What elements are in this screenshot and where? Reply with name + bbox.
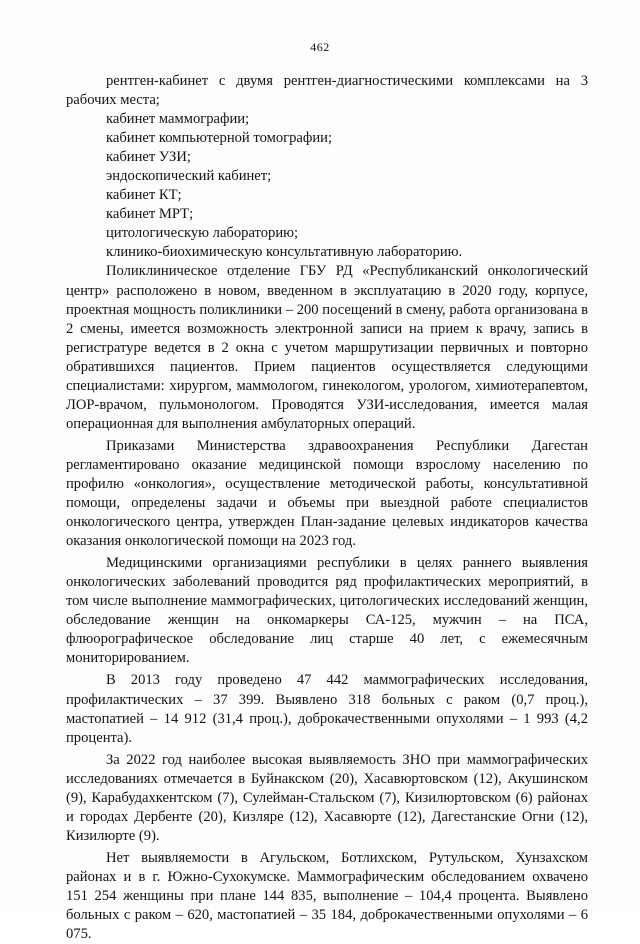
intro-line: рентген-кабинет с двумя рентген-диагностическими комплексами на 3 рабочих места; (66, 73, 588, 109)
list-item: клинико-биохимическую консультативную лабораторию. (106, 244, 463, 261)
paragraph-polyclinic: Поликлиническое отделение ГБУ РД «Республиканский онкологический центр» расположено в новом, введенном в эксплуатацию в 2020 году, корпусе, проектная мощность поликлиники – 200 посещений в смену, работа организована в 2 смены, имеется возможность электронной записи на прием к врачу, запись в регистратуре ведется в 2 окна с учетом маршрутизации первичных и повторно обратившихся пациентов. Прием пациентов осуществляется следующими специалистами: хирургом, маммологом, гинекологом, урологом, химиотерапевтом, ЛОР-врачом, пульмонологом. Проводятся УЗИ-исследования, имеется малая операционная для выполнения амбулаторных операций. (66, 263, 588, 432)
list-item: кабинет МРТ; (106, 206, 194, 223)
paragraph-2013-stats: В 2013 году проведено 47 442 маммографических исследования, профилактических – 37 399. Выявлено 318 больных с раком (0,7 проц.), мастопатией – 14 912 (31,4 проц.), доброкачественными опухолями – 1 993 (4,2 процента). (66, 672, 588, 746)
list-item: кабинет УЗИ; (106, 149, 191, 166)
paragraph-2022-detection: За 2022 год наиболее высокая выявляемость ЗНО при маммографических исследованиях отмечается в Буйнакском (20), Хасавюртовском (12), Акушинском (9), Карабудахкентском (7), Сулейман-Стальском (7), Кизилюртовском (6) районах и городах Дербенте (20), Кизляре (12), Хасавюрте (12), Дагестанские Огни (12), Кизилюрте (9). (66, 751, 588, 844)
list-item: кабинет маммографии; (106, 111, 250, 128)
facility-list (66, 110, 588, 262)
paragraph-no-detection: Нет выявляемости в Агульском, Ботлихском, Рутульском, Хунзахском районах и в г. Южно-Сухокумске. Маммографическим обследованием охвачено 151 254 женщины при плане 144 835, выполнение – 104,4 процента. Выявлено больных с раком – 620, мастопатией – 35 184, доброкачественными опухолями – 6 075. (66, 849, 588, 943)
paragraph-orders: Приказами Министерства здравоохранения Республики Дагестан регламентировано оказание медицинской помощи взрослому населению по профилю «онкология», осуществление методической работы, консультативной помощи, определены задачи и объемы при выездной работе специалистов онкологического центра, утвержден План-задание целевых индикаторов качества оказания онкологической помощи на 2023 год. (66, 437, 588, 550)
paragraph-prevention: Медицинскими организациями республики в целях раннего выявления онкологических заболеваний проводится ряд профилактических мероприятий, в том числе выполнение маммографических, цитологических исследований женщин, обследование женщин на онкомаркеры СА-125, мужчин – на ПСА, флюорографическое обследование лиц старше 40 лет, с ежемесячным мониторированием. (66, 555, 588, 667)
list-item: кабинет компьютерной томографии; (106, 130, 333, 147)
list-item: кабинет КТ; (106, 187, 182, 204)
page-number: 462 (310, 40, 330, 54)
list-item: эндоскопический кабинет; (106, 168, 272, 185)
document-body (66, 72, 588, 944)
list-item: цитологическую лабораторию; (106, 225, 299, 242)
